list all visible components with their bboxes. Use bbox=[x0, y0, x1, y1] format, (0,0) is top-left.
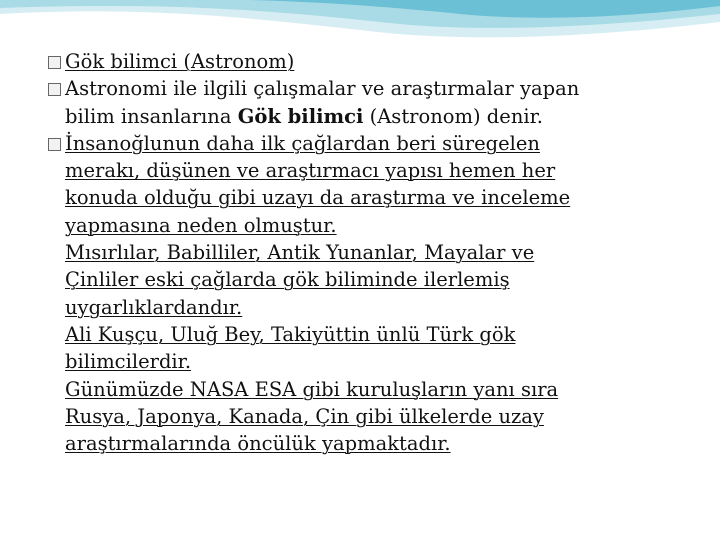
history-line: İnsanoğlunun daha ilk çağlardan beri süregelen bbox=[65, 131, 540, 155]
definition-text-before: bilim insanlarına bbox=[65, 104, 238, 128]
slide-title: Gök bilimci (Astronom) bbox=[65, 50, 295, 73]
history-line: uygarlıklardandır. bbox=[65, 295, 243, 319]
history-line: yapmasına neden olmuştur. bbox=[65, 213, 337, 237]
history-line: Ali Kuşçu, Uluğ Bey, Takiyüttin ünlü Türk gök bbox=[65, 322, 516, 346]
history-line: Mısırlılar, Babilliler, Antik Yunanlar, Mayalar ve bbox=[65, 241, 535, 265]
definition-text-after: (Astronom) denir. bbox=[363, 104, 544, 128]
definition-bold-term: Gök bilimci bbox=[237, 104, 364, 128]
history-line: Günümüzde NASA ESA gibi kuruluşların yanı sıra bbox=[65, 377, 559, 401]
slide-body bbox=[48, 48, 708, 457]
history-line: bilimcilerdir. bbox=[65, 350, 192, 374]
definition-line-1: Astronomi ile ilgili çalışmalar ve araştırmalar yapan bbox=[65, 77, 580, 101]
history-line: araştırmalarında öncülük yapmaktadır. bbox=[65, 432, 451, 456]
definition-paragraph bbox=[48, 75, 708, 130]
history-paragraph bbox=[48, 130, 708, 458]
history-line: Rusya, Japonya, Kanada, Çin gibi ülkelerde uzay bbox=[65, 404, 544, 428]
history-line: Çinliler eski çağlarda gök biliminde ilerlemiş bbox=[65, 268, 510, 292]
history-line: konuda olduğu gibi uzayı da araştırma ve inceleme bbox=[65, 186, 571, 210]
bullet-box-icon bbox=[48, 56, 61, 69]
title-paragraph bbox=[48, 48, 708, 75]
history-line: merakı, düşünen ve araştırmacı yapısı hemen her bbox=[65, 159, 556, 183]
bullet-box-icon bbox=[48, 83, 61, 96]
definition-line-2 bbox=[65, 103, 708, 130]
bullet-box-icon bbox=[48, 138, 61, 151]
